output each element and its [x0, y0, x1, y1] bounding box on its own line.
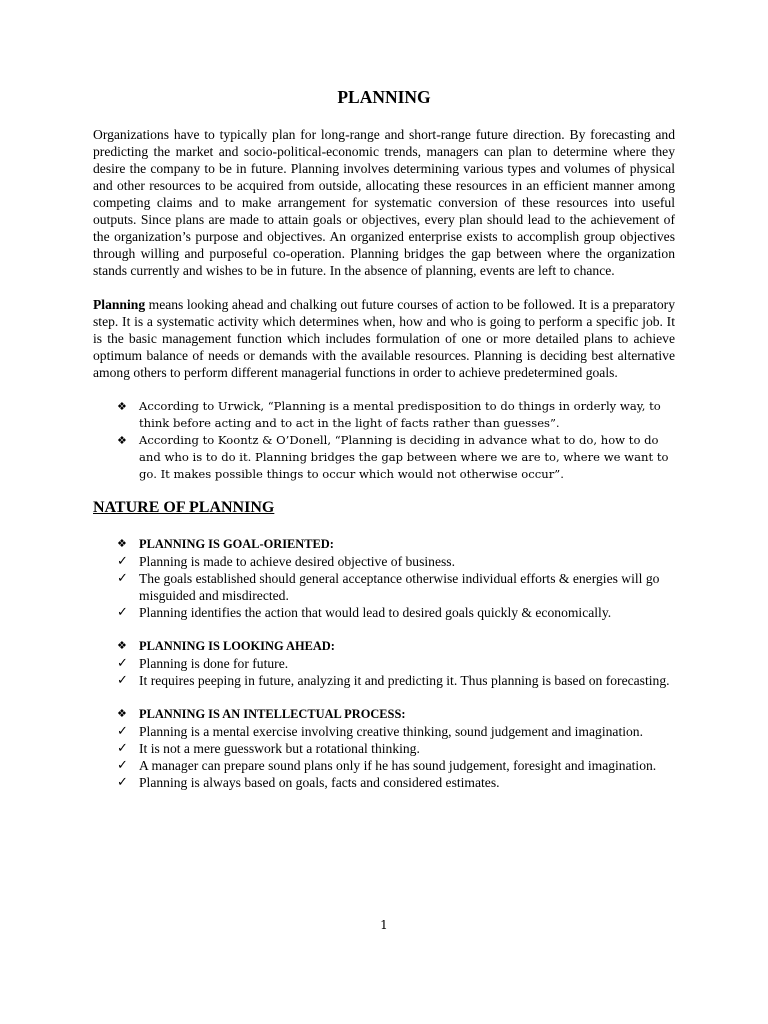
definition-text: means looking ahead and chalking out future courses of action to be followed. It is a preparatory step. It is a systematic activity which determines when, how and who is going to perform a specific job. It is the basic management function which includes formulation of one or more detailed plans to achieve optimum balance of needs or demands with the available resources. Planning is deciding best alternative among others to perform different managerial functions in order to achieve predetermined goals.: [93, 297, 675, 380]
list-item: [93, 672, 675, 689]
nature-section: [93, 706, 675, 791]
checkmark-icon: ✓: [117, 758, 128, 773]
page-number: 1: [380, 918, 388, 932]
diamond-bullet-icon: ❖: [117, 538, 127, 550]
quote-list: [93, 398, 675, 483]
diamond-bullet-icon: ❖: [117, 434, 127, 447]
quote-item: [93, 398, 675, 432]
diamond-bullet-icon: ❖: [117, 708, 127, 720]
diamond-bullet-icon: ❖: [117, 640, 127, 652]
diamond-bullet-icon: ❖: [117, 400, 127, 413]
list-item-text: It requires peeping in future, analyzing it and predicting it. Thus planning is based on forecasting.: [139, 673, 670, 688]
checkmark-icon: ✓: [117, 554, 128, 569]
subsection-heading-text: PLANNING IS GOAL-ORIENTED:: [139, 537, 334, 551]
checkmark-icon: ✓: [117, 724, 128, 739]
quote-text: According to Koontz & O’Donell, “Planning is deciding in advance what to do, how to do and who is to do it. Planning bridges the gap between where we are to, where we want to go. It makes possible things to occur which would not otherwise occur”.: [139, 433, 669, 481]
checkmark-icon: ✓: [117, 741, 128, 756]
list-item: [93, 740, 675, 757]
checkmark-icon: ✓: [117, 775, 128, 790]
list-item: [93, 604, 675, 621]
list-item-text: Planning is done for future.: [139, 656, 289, 671]
list-item-text: The goals established should general acceptance otherwise individual efforts & energies will go misguided and misdirected.: [139, 571, 660, 603]
checkmark-icon: ✓: [117, 571, 128, 586]
document-page: [93, 86, 675, 808]
definition-lead: Planning: [93, 297, 146, 312]
checkmark-icon: ✓: [117, 656, 128, 671]
quote-item: [93, 432, 675, 483]
subsection-heading: [93, 706, 675, 723]
subsection-heading: [93, 638, 675, 655]
nature-section: [93, 638, 675, 689]
subsection-heading-text: PLANNING IS LOOKING AHEAD:: [139, 639, 335, 653]
list-item: [93, 655, 675, 672]
list-item: [93, 723, 675, 740]
list-item-text: It is not a mere guesswork but a rotational thinking.: [139, 741, 420, 756]
checkmark-icon: ✓: [117, 673, 128, 688]
section-heading: NATURE OF PLANNING: [93, 499, 275, 516]
subsection-heading-text: PLANNING IS AN INTELLECTUAL PROCESS:: [139, 707, 406, 721]
page-title: PLANNING: [337, 87, 431, 107]
intro-paragraph: Organizations have to typically plan for long-range and short-range future direction. By forecasting and predicting the market and socio-political-economic trends, managers can plan to determine where they desire the company to be in future. Planning involves determining various types and volumes of physical and other resources to be acquired from outside, allocating these resources in an efficient manner among competing claims and to make arrangement for systematic conversion of these resources into useful outputs. Since plans are made to attain goals or objectives, every plan should lead to the achievement of the organization’s purpose and objectives. An organized enterprise exists to accomplish group objectives through willing and purposeful co-operation. Planning bridges the gap between where the organization stands currently and wishes to be in future. In the absence of planning, events are left to chance.: [93, 127, 675, 278]
checkmark-icon: ✓: [117, 605, 128, 620]
list-item: [93, 570, 675, 604]
list-item-text: Planning is a mental exercise involving creative thinking, sound judgement and imagination.: [139, 724, 643, 739]
list-item: [93, 757, 675, 774]
list-item: [93, 774, 675, 791]
list-item-text: Planning is made to achieve desired objective of business.: [139, 554, 455, 569]
list-item-text: Planning identifies the action that would lead to desired goals quickly & economically.: [139, 605, 612, 620]
list-item-text: Planning is always based on goals, facts and considered estimates.: [139, 775, 500, 790]
nature-section: [93, 536, 675, 621]
subsection-heading: [93, 536, 675, 553]
quote-text: According to Urwick, “Planning is a mental predisposition to do things in orderly way, to think before acting and to act in the light of facts rather than guesses”.: [139, 399, 661, 430]
list-item: [93, 553, 675, 570]
list-item-text: A manager can prepare sound plans only if he has sound judgement, foresight and imagination.: [139, 758, 657, 773]
definition-paragraph: [93, 296, 675, 381]
